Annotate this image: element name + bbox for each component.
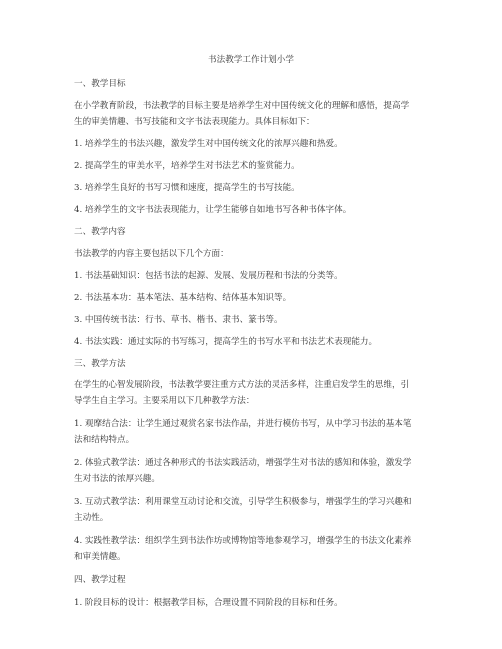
paragraph-line: 导学生自主学习。主要采用以下几种教学方法：	[74, 396, 255, 406]
section-heading: 三、教学方法	[74, 359, 126, 369]
list-item-line: 主动性。	[74, 513, 109, 523]
list-item	[74, 416, 434, 448]
section-heading: 一、教学目标	[74, 79, 126, 89]
section-heading: 二、教学内容	[74, 227, 126, 237]
list-item-line: 1. 观摩结合法：让学生通过观赏名家书法作品，并进行模仿书写，从中学习书法的基本笔	[74, 419, 412, 429]
list-item	[74, 494, 434, 526]
paragraph: 书法教学的内容主要包括以下几个方面：	[74, 249, 229, 259]
list-item: 4. 书法实践：通过实际的书写练习，提高学生的书写水平和书法艺术表现能力。	[74, 337, 378, 347]
list-item: 3. 培养学生良好的书写习惯和速度，提高学生的书写技能。	[74, 183, 300, 193]
list-item-line: 法和结构特点。	[74, 435, 135, 445]
paragraph-line: 在学生的心智发展阶段，书法教学要注重方式方法的灵活多样，注重启发学生的思维，引	[74, 380, 410, 390]
list-item: 1. 培养学生的书法兴趣，激发学生对中国传统文化的浓厚兴趣和热爱。	[74, 139, 343, 149]
paragraph-line: 在小学教育阶段，书法教学的目标主要是培养学生对中国传统文化的理解和感悟，提高学	[74, 101, 410, 111]
list-item: 3. 中国传统书法：行书、草书、楷书、隶书、篆书等。	[74, 315, 283, 325]
list-item	[74, 533, 434, 565]
list-item: 1. 书法基础知识：包括书法的起源、发展、发展历程和书法的分类等。	[74, 271, 343, 281]
list-item-line: 生对书法的浓厚兴趣。	[74, 474, 160, 484]
list-item: 4. 培养学生的文字书法表现能力，让学生能够自如地书写各种书体字体。	[74, 205, 352, 215]
section-heading: 四、教学过程	[74, 575, 126, 585]
list-item: 1. 阶段目标的设计：根据教学目标，合理设置不同阶段的目标和任务。	[74, 598, 343, 608]
list-item-line: 3. 互动式教学法：利用课堂互动讨论和交流，引导学生积极参与，增强学生的学习兴趣和	[74, 497, 412, 507]
list-item-line: 4. 实践性教学法：组织学生到书法作坊或博物馆等地参观学习，增强学生的书法文化素养	[74, 536, 412, 546]
list-item-line: 和审美情趣。	[74, 552, 126, 562]
list-item: 2. 提高学生的审美水平，培养学生对书法艺术的鉴赏能力。	[74, 161, 300, 171]
document-title: 书法教学工作计划小学	[208, 55, 294, 65]
list-item: 2. 书法基本功：基本笔法、基本结构、结体基本知识等。	[74, 293, 292, 303]
paragraph	[74, 98, 434, 130]
paragraph-line: 生的审美情趣、书写技能和文字书法表现能力。具体目标如下：	[74, 117, 315, 127]
list-item-line: 2. 体验式教学法：通过各种形式的书法实践活动，增强学生对书法的感知和体验，激发学	[74, 458, 412, 468]
list-item	[74, 455, 434, 487]
paragraph	[74, 377, 434, 409]
